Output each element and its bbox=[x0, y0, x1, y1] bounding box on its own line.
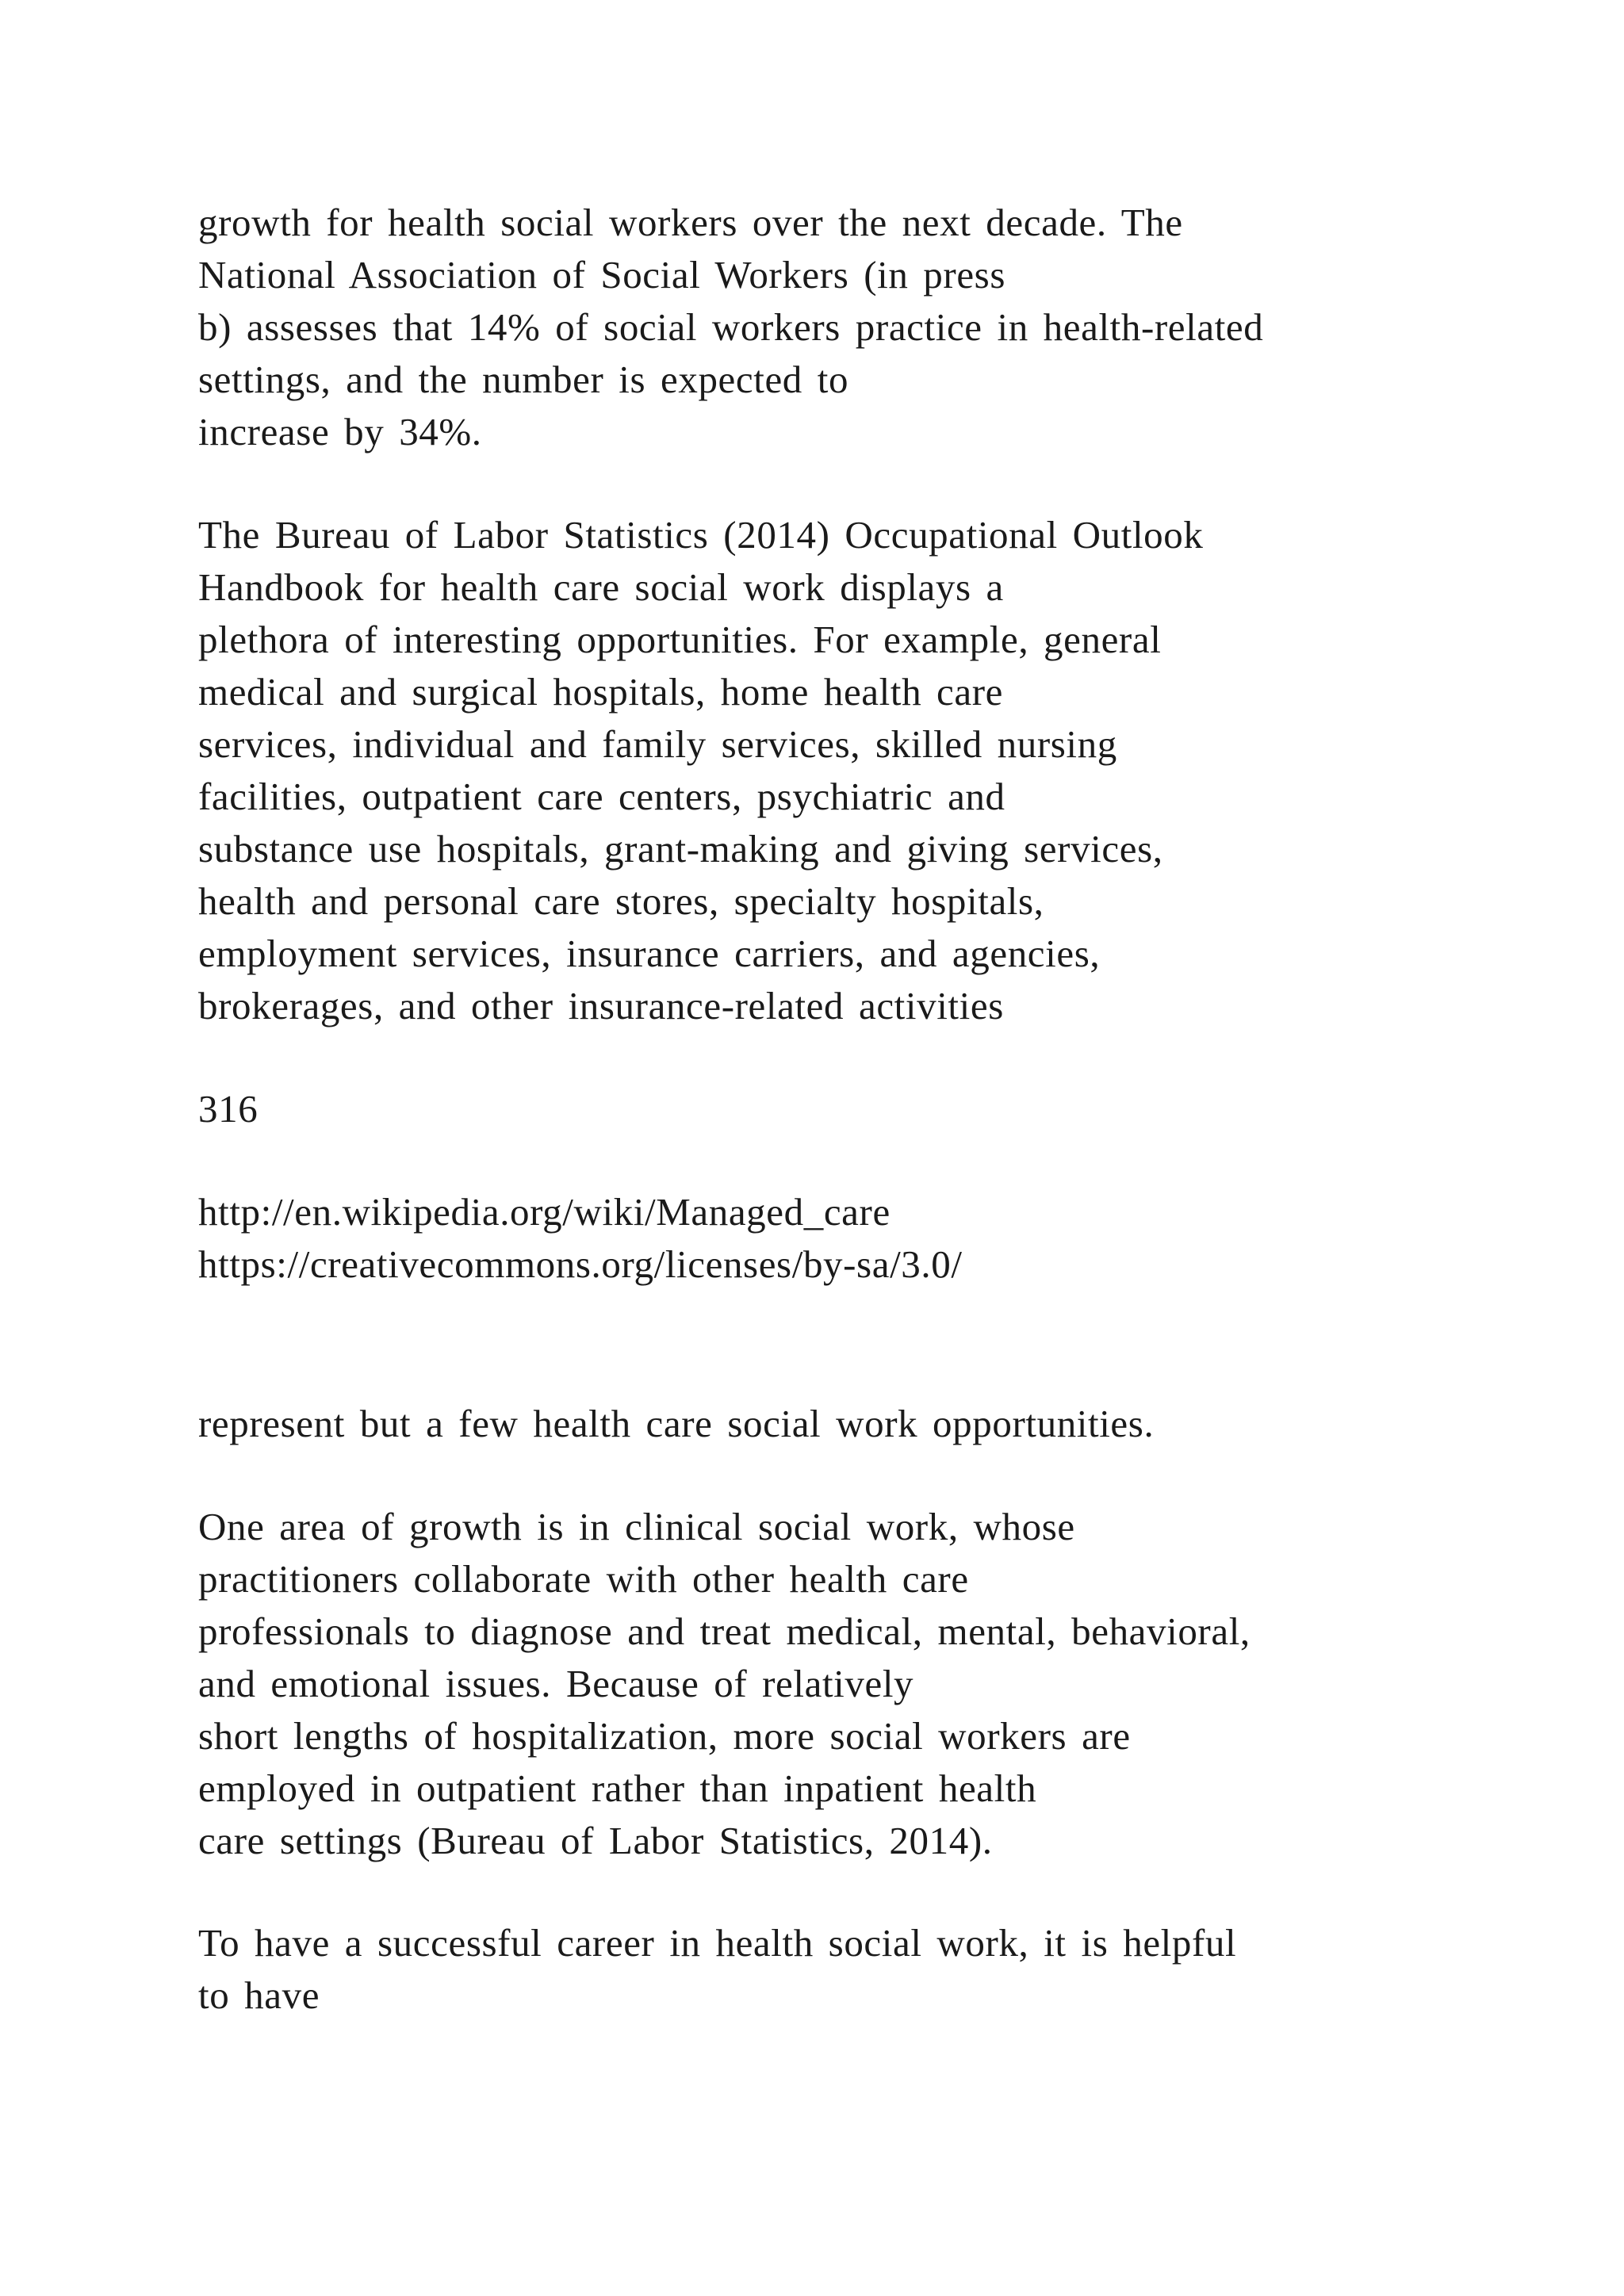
text-line: employed in outpatient rather than inpatient health bbox=[198, 1766, 1037, 1810]
text-line: One area of growth is in clinical social work, whose bbox=[198, 1505, 1075, 1548]
source-links bbox=[198, 1186, 1467, 1291]
text-line: short lengths of hospitalization, more social workers are bbox=[198, 1714, 1131, 1758]
text-line: health and personal care stores, specialty hospitals, bbox=[198, 879, 1044, 923]
paragraph-successful-career bbox=[198, 1917, 1467, 2022]
page-number-text: 316 bbox=[198, 1087, 259, 1131]
page-number bbox=[198, 1083, 1467, 1135]
text-line: plethora of interesting opportunities. For example, general bbox=[198, 618, 1162, 661]
paragraph-represent bbox=[198, 1398, 1467, 1450]
text-line: b) assesses that 14% of social workers practice in health-related bbox=[198, 305, 1264, 349]
text-line: medical and surgical hospitals, home health care bbox=[198, 670, 1003, 714]
text-line: practitioners collaborate with other health care bbox=[198, 1557, 969, 1601]
paragraph-bureau-of-labor bbox=[198, 509, 1467, 1032]
paragraph-growth bbox=[198, 197, 1467, 458]
text-line: Handbook for health care social work displays a bbox=[198, 565, 1004, 609]
paragraph-clinical-social-work bbox=[198, 1501, 1467, 1867]
text-line: professionals to diagnose and treat medical, mental, behavioral, bbox=[198, 1609, 1251, 1653]
text-line: care settings (Bureau of Labor Statistics, 2014). bbox=[198, 1819, 993, 1862]
text-line: The Bureau of Labor Statistics (2014) Occupational Outlook bbox=[198, 513, 1204, 557]
text-line: National Association of Social Workers (in press bbox=[198, 253, 1006, 297]
text-line: services, individual and family services, skilled nursing bbox=[198, 722, 1117, 766]
text-line: substance use hospitals, grant-making and giving services, bbox=[198, 827, 1163, 871]
text-line: facilities, outpatient care centers, psychiatric and bbox=[198, 775, 1005, 818]
text-line: employment services, insurance carriers, and agencies, bbox=[198, 932, 1101, 975]
text-line: To have a successful career in health social work, it is helpful bbox=[198, 1921, 1237, 1965]
text-line: settings, and the number is expected to bbox=[198, 358, 849, 401]
text-line: to have bbox=[198, 1973, 320, 2017]
text-line: increase by 34%. bbox=[198, 410, 482, 453]
link-creative-commons[interactable]: https://creativecommons.org/licenses/by-sa/3.0/ bbox=[198, 1242, 963, 1286]
text-line: brokerages, and other insurance-related activities bbox=[198, 984, 1004, 1027]
link-managed-care[interactable]: http://en.wikipedia.org/wiki/Managed_care bbox=[198, 1190, 891, 1234]
text-line: represent but a few health care social work opportunities. bbox=[198, 1402, 1155, 1445]
text-line: and emotional issues. Because of relatively bbox=[198, 1662, 914, 1705]
text-line: growth for health social workers over the next decade. The bbox=[198, 201, 1183, 244]
